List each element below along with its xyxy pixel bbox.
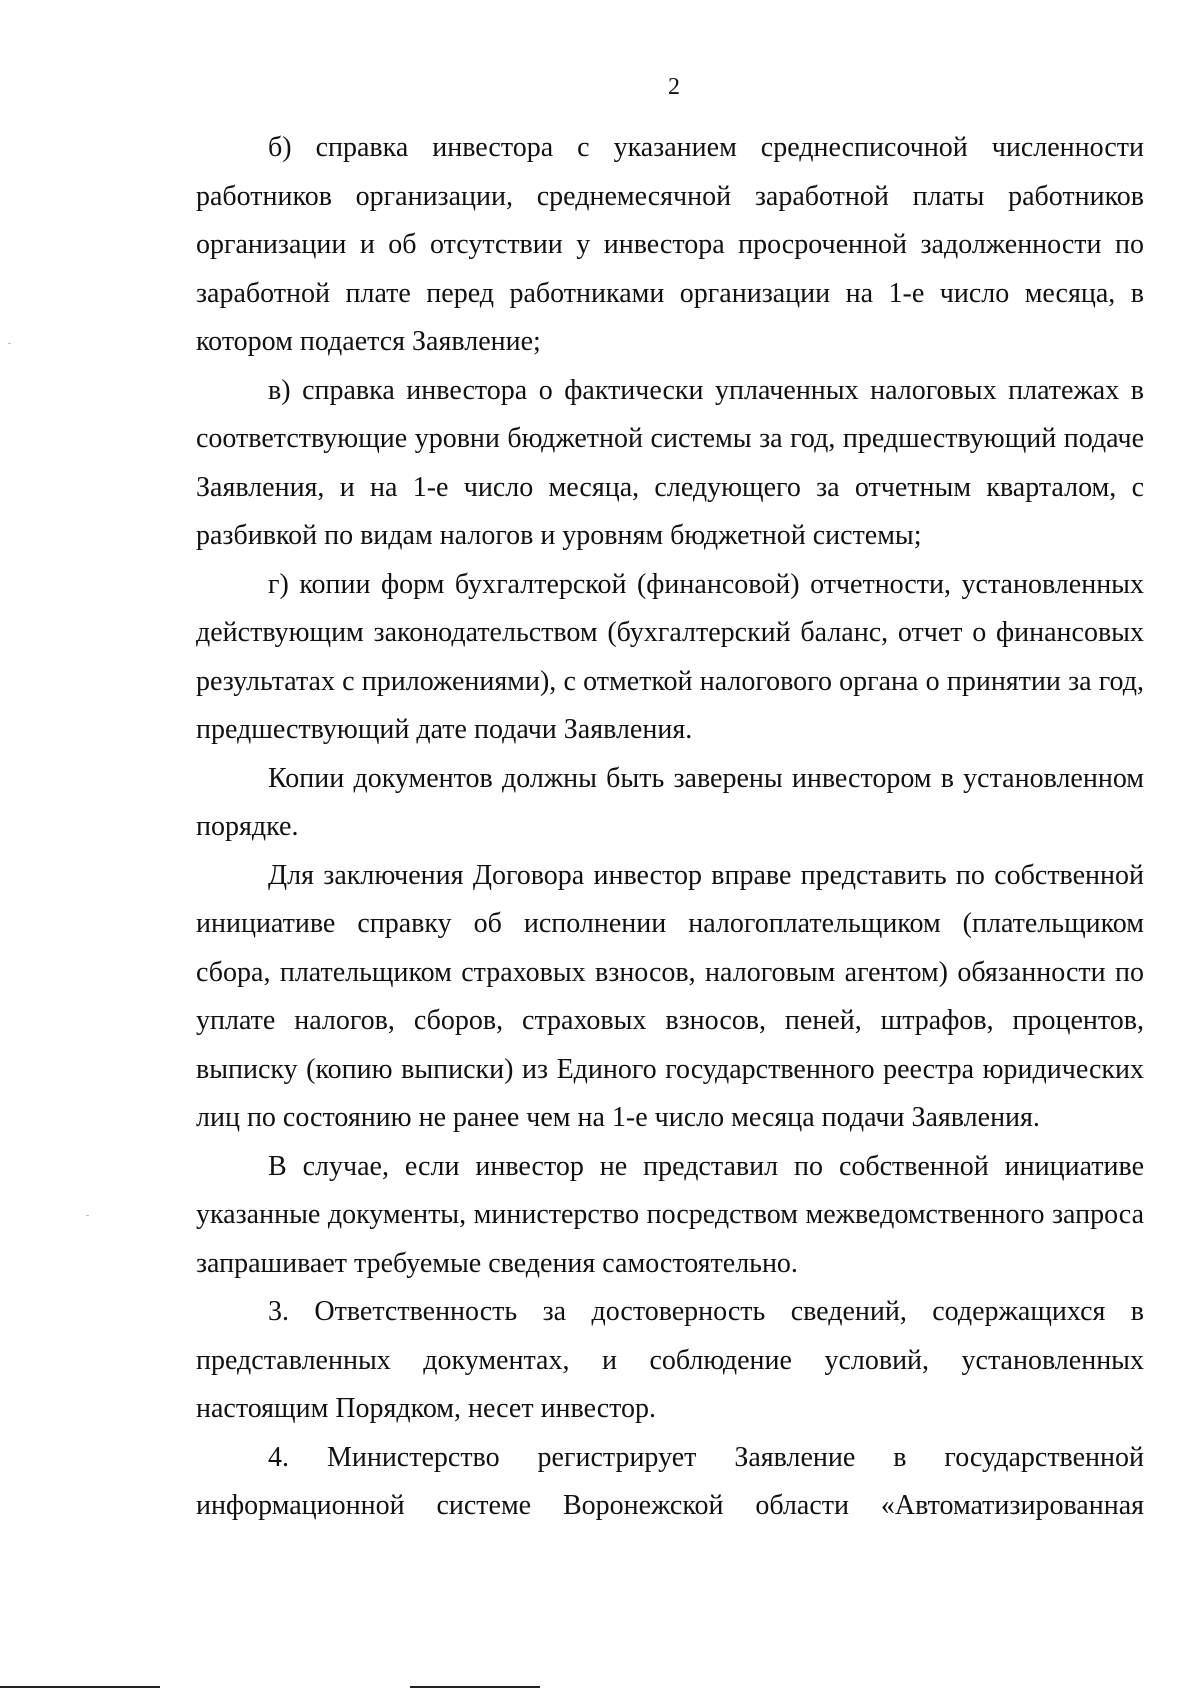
paragraph-3-responsibility: 3. Ответственность за достоверность сведений, содержащихся в представленных документах, и соблюдение условий, установленных настоящим Порядком, несет инвестор. bbox=[196, 1296, 1144, 1424]
footer-rule-center bbox=[410, 1686, 540, 1688]
paragraph-copies-certified: Копии документов должны быть заверены инвестором в установленном порядке. bbox=[196, 762, 1144, 842]
paragraph-4-registration: 4. Министерство регистрирует Заявление в государственной информационной системе Воронежской области «Автоматизированная bbox=[196, 1441, 1144, 1521]
footer-rule-left bbox=[0, 1686, 160, 1688]
page-number: 2 bbox=[668, 74, 680, 100]
paragraph-own-initiative: Для заключения Договора инвестор вправе представить по собственной инициативе справку об исполнении налогоплательщиком (плательщиком сбора, плательщиком страховых взносов, налоговым агентом) обязанности по уплате налогов, сборов, страховых взносов, пеней, штрафов, процентов, выписку (копию выписки) из Единого государственного реестра юридических лиц по состоянию не ранее чем на 1-е число месяца подачи Заявления. bbox=[196, 859, 1144, 1133]
paragraph-interagency-request: В случае, если инвестор не представил по собственной инициативе указанные документы, министерство посредством межведомственного запроса запрашивает требуемые сведения самостоятельно. bbox=[196, 1150, 1144, 1279]
paragraph-v: в) справка инвестора о фактически уплаченных налоговых платежах в соответствующие уровни бюджетной системы за год, предшествующий подаче Заявления, и на 1-е число месяца, следующего за отчетным кварталом, с разбивкой по видам налогов и уровням бюджетной системы; bbox=[196, 374, 1144, 551]
scan-speck bbox=[86, 1215, 89, 1216]
document-body bbox=[196, 124, 1144, 1531]
paragraph-b: б) справка инвестора с указанием среднесписочной численности работников организации, среднемесячной заработной платы работников организации и об отсутствии у инвестора просроченной задолженности по заработной плате перед работниками организации на 1-е число месяца, в котором подается Заявление; bbox=[196, 132, 1144, 357]
paragraph-g: г) копии форм бухгалтерской (финансовой) отчетности, установленных действующим законодательством (бухгалтерский баланс, отчет о финансовых результатах с приложениями), с отметкой налогового органа о принятии за год, предшествующий дате подачи Заявления. bbox=[196, 568, 1144, 745]
scan-speck bbox=[8, 343, 11, 344]
